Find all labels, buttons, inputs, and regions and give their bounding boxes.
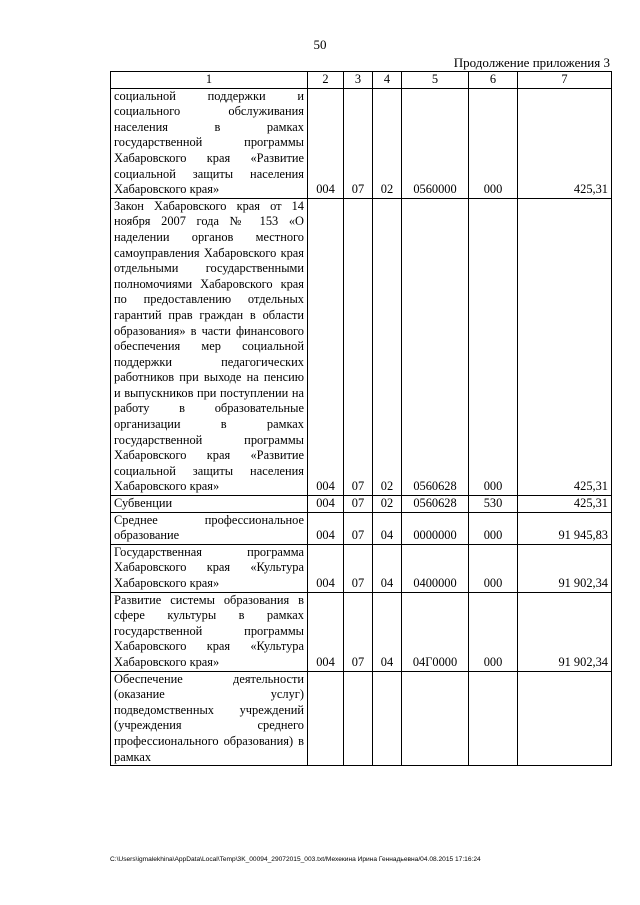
row-subsection-code: 04 bbox=[373, 592, 402, 671]
row-admin-code: 004 bbox=[308, 512, 344, 544]
row-amount bbox=[518, 671, 612, 766]
col-header-2: 2 bbox=[308, 72, 344, 89]
row-admin-code bbox=[308, 671, 344, 766]
row-amount: 91 902,34 bbox=[518, 592, 612, 671]
row-description: Обеспечение деятельности (оказание услуг) подведомственных учреждений (учреждения среднего профессионального образования) в рамках bbox=[111, 671, 308, 766]
col-header-5: 5 bbox=[402, 72, 469, 89]
row-section-code: 07 bbox=[344, 512, 373, 544]
row-target-code: 0000000 bbox=[402, 512, 469, 544]
row-admin-code: 004 bbox=[308, 198, 344, 495]
row-admin-code: 004 bbox=[308, 544, 344, 592]
budget-table bbox=[110, 71, 612, 766]
continuation-label: Продолжение приложения 3 bbox=[453, 55, 610, 70]
row-admin-code: 004 bbox=[308, 88, 344, 198]
row-description: Субвенции bbox=[111, 496, 308, 513]
row-section-code: 07 bbox=[344, 544, 373, 592]
row-section-code: 07 bbox=[344, 198, 373, 495]
row-section-code: 07 bbox=[344, 88, 373, 198]
row-section-code: 07 bbox=[344, 496, 373, 513]
row-target-code bbox=[402, 671, 469, 766]
col-header-7: 7 bbox=[518, 72, 612, 89]
table-row bbox=[111, 512, 612, 544]
row-description: Закон Хабаровского края от 14 ноября 2007 года № 153 «О наделении органов местного самоуправления Хабаровского края отдельными государственными полномочиями Хабаровского края по предоставлению отдельных гарантий прав граждан в области образования» в части финансового обеспечения мер социальной поддержки педагогических работников при выходе на пенсию и выпускников при поступлении на работу в образовательные организации в рамках государственной программы Хабаровского края «Развитие социальной защиты населения Хабаровского края» bbox=[111, 198, 308, 495]
row-subsection-code: 02 bbox=[373, 496, 402, 513]
file-path-footer: C:\Users\igmalekhina\AppData\Local\Temp\3K_00094_29072015_003.txt/Мехекина Ирина Геннадьевна/04.08.2015 17:16:24 bbox=[110, 856, 481, 863]
row-description: социальной поддержки и социального обслуживания населения в рамках государственной программы Хабаровского края «Развитие социальной защиты населения Хабаровского края» bbox=[111, 88, 308, 198]
row-amount: 425,31 bbox=[518, 88, 612, 198]
row-description: Развитие системы образования в сфере культуры в рамках государственной программы Хабаровского края «Культура Хабаровского края» bbox=[111, 592, 308, 671]
row-expense-type bbox=[469, 671, 518, 766]
row-admin-code: 004 bbox=[308, 496, 344, 513]
row-target-code: 0560628 bbox=[402, 496, 469, 513]
table-row bbox=[111, 496, 612, 513]
row-target-code: 04Г0000 bbox=[402, 592, 469, 671]
row-expense-type: 000 bbox=[469, 544, 518, 592]
row-description: Государственная программа Хабаровского края «Культура Хабаровского края» bbox=[111, 544, 308, 592]
row-section-code bbox=[344, 671, 373, 766]
row-expense-type: 000 bbox=[469, 88, 518, 198]
row-admin-code: 004 bbox=[308, 592, 344, 671]
row-amount: 425,31 bbox=[518, 198, 612, 495]
header-row bbox=[111, 72, 612, 89]
row-target-code: 0400000 bbox=[402, 544, 469, 592]
row-expense-type: 000 bbox=[469, 592, 518, 671]
row-subsection-code: 04 bbox=[373, 544, 402, 592]
row-section-code: 07 bbox=[344, 592, 373, 671]
row-target-code: 0560628 bbox=[402, 198, 469, 495]
col-header-6: 6 bbox=[469, 72, 518, 89]
row-target-code: 0560000 bbox=[402, 88, 469, 198]
row-expense-type: 000 bbox=[469, 512, 518, 544]
row-amount: 91 945,83 bbox=[518, 512, 612, 544]
page-number: 50 bbox=[313, 37, 327, 52]
row-subsection-code: 02 bbox=[373, 198, 402, 495]
table-row bbox=[111, 671, 612, 766]
row-expense-type: 530 bbox=[469, 496, 518, 513]
row-amount: 91 902,34 bbox=[518, 544, 612, 592]
row-amount: 425,31 bbox=[518, 496, 612, 513]
table-row bbox=[111, 198, 612, 495]
row-subsection-code bbox=[373, 671, 402, 766]
col-header-3: 3 bbox=[344, 72, 373, 89]
col-header-4: 4 bbox=[373, 72, 402, 89]
table-row bbox=[111, 544, 612, 592]
row-expense-type: 000 bbox=[469, 198, 518, 495]
table-row bbox=[111, 592, 612, 671]
row-subsection-code: 04 bbox=[373, 512, 402, 544]
col-header-1: 1 bbox=[111, 72, 308, 89]
row-description: Среднее профессиональное образование bbox=[111, 512, 308, 544]
row-subsection-code: 02 bbox=[373, 88, 402, 198]
table-row bbox=[111, 88, 612, 198]
